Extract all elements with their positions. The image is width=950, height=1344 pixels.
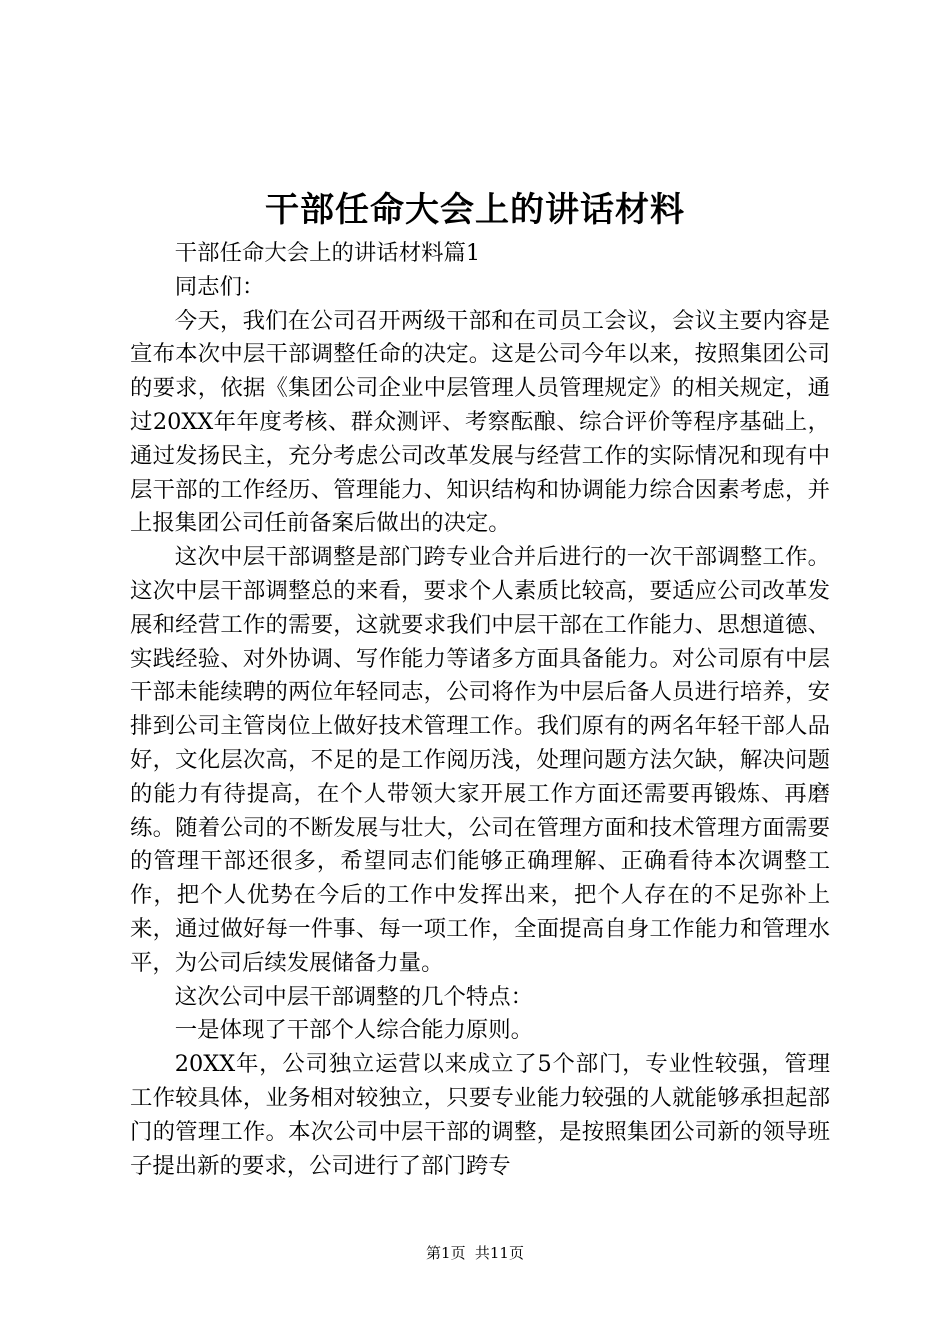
paragraph-salutation: 同志们： xyxy=(174,273,265,300)
document-body xyxy=(130,237,830,1183)
paragraph: 今天，我们在公司召开两级干部和在司员工会议，会议主要内容是宣布本次中层干部调整任命的决定。这是公司今年以来，按照集团公司的要求，依据《集团公司企业中层管理人员管理规定》的相关规定，通过20XX年年度考核、群众测评、考察酝酿、综合评价等程序基础上，通过发扬民主，充分考虑公司改革发展与经营工作的实际情况和现有中层干部的工作经历、管理能力、知识结构和协调能力综合因素考虑，并上报集团公司任前备案后做出的决定。 xyxy=(130,307,830,537)
page-number-footer: 第1页 共11页 xyxy=(426,1244,524,1262)
document-title: 干部任命大会上的讲话材料 xyxy=(265,190,685,230)
paragraph: 这次公司中层干部调整的几个特点： xyxy=(174,983,534,1010)
paragraph-subtitle: 干部任命大会上的讲话材料篇1 xyxy=(174,240,481,266)
paragraph: 一是体现了干部个人综合能力原则。 xyxy=(174,1017,534,1044)
paragraph: 这次中层干部调整是部门跨专业合并后进行的一次干部调整工作。这次中层干部调整总的来看，要求个人素质比较高，要适应公司改革发展和经营工作的需要，这就要求我们中层干部在工作能力、思想道德、实践经验、对外协调、写作能力等诸多方面具备能力。对公司原有中层干部未能续聘的两位年轻同志，公司将作为中层后备人员进行培养，安排到公司主管岗位上做好技术管理工作。我们原有的两名年轻干部人品好，文化层次高，不足的是工作阅历浅，处理问题方法欠缺，解决问题的能力有待提高，在个人带领大家开展工作方面还需要再锻炼、再磨练。随着公司的不断发展与壮大，公司在管理方面和技术管理方面需要的管理干部还很多，希望同志们能够正确理解、正确看待本次调整工作，把个人优势在今后的工作中发挥出来，把个人存在的不足弥补上来，通过做好每一件事、每一项工作，全面提高自身工作能力和管理水平，为公司后续发展储备力量。 xyxy=(130,544,830,976)
paragraph: 20XX年，公司独立运营以来成立了5个部门，专业性较强，管理工作较具体，业务相对较独立，只要专业能力较强的人就能够承担起部门的管理工作。本次公司中层干部的调整，是按照集团公司新的领导班子提出新的要求，公司进行了部门跨专 xyxy=(130,1051,830,1179)
